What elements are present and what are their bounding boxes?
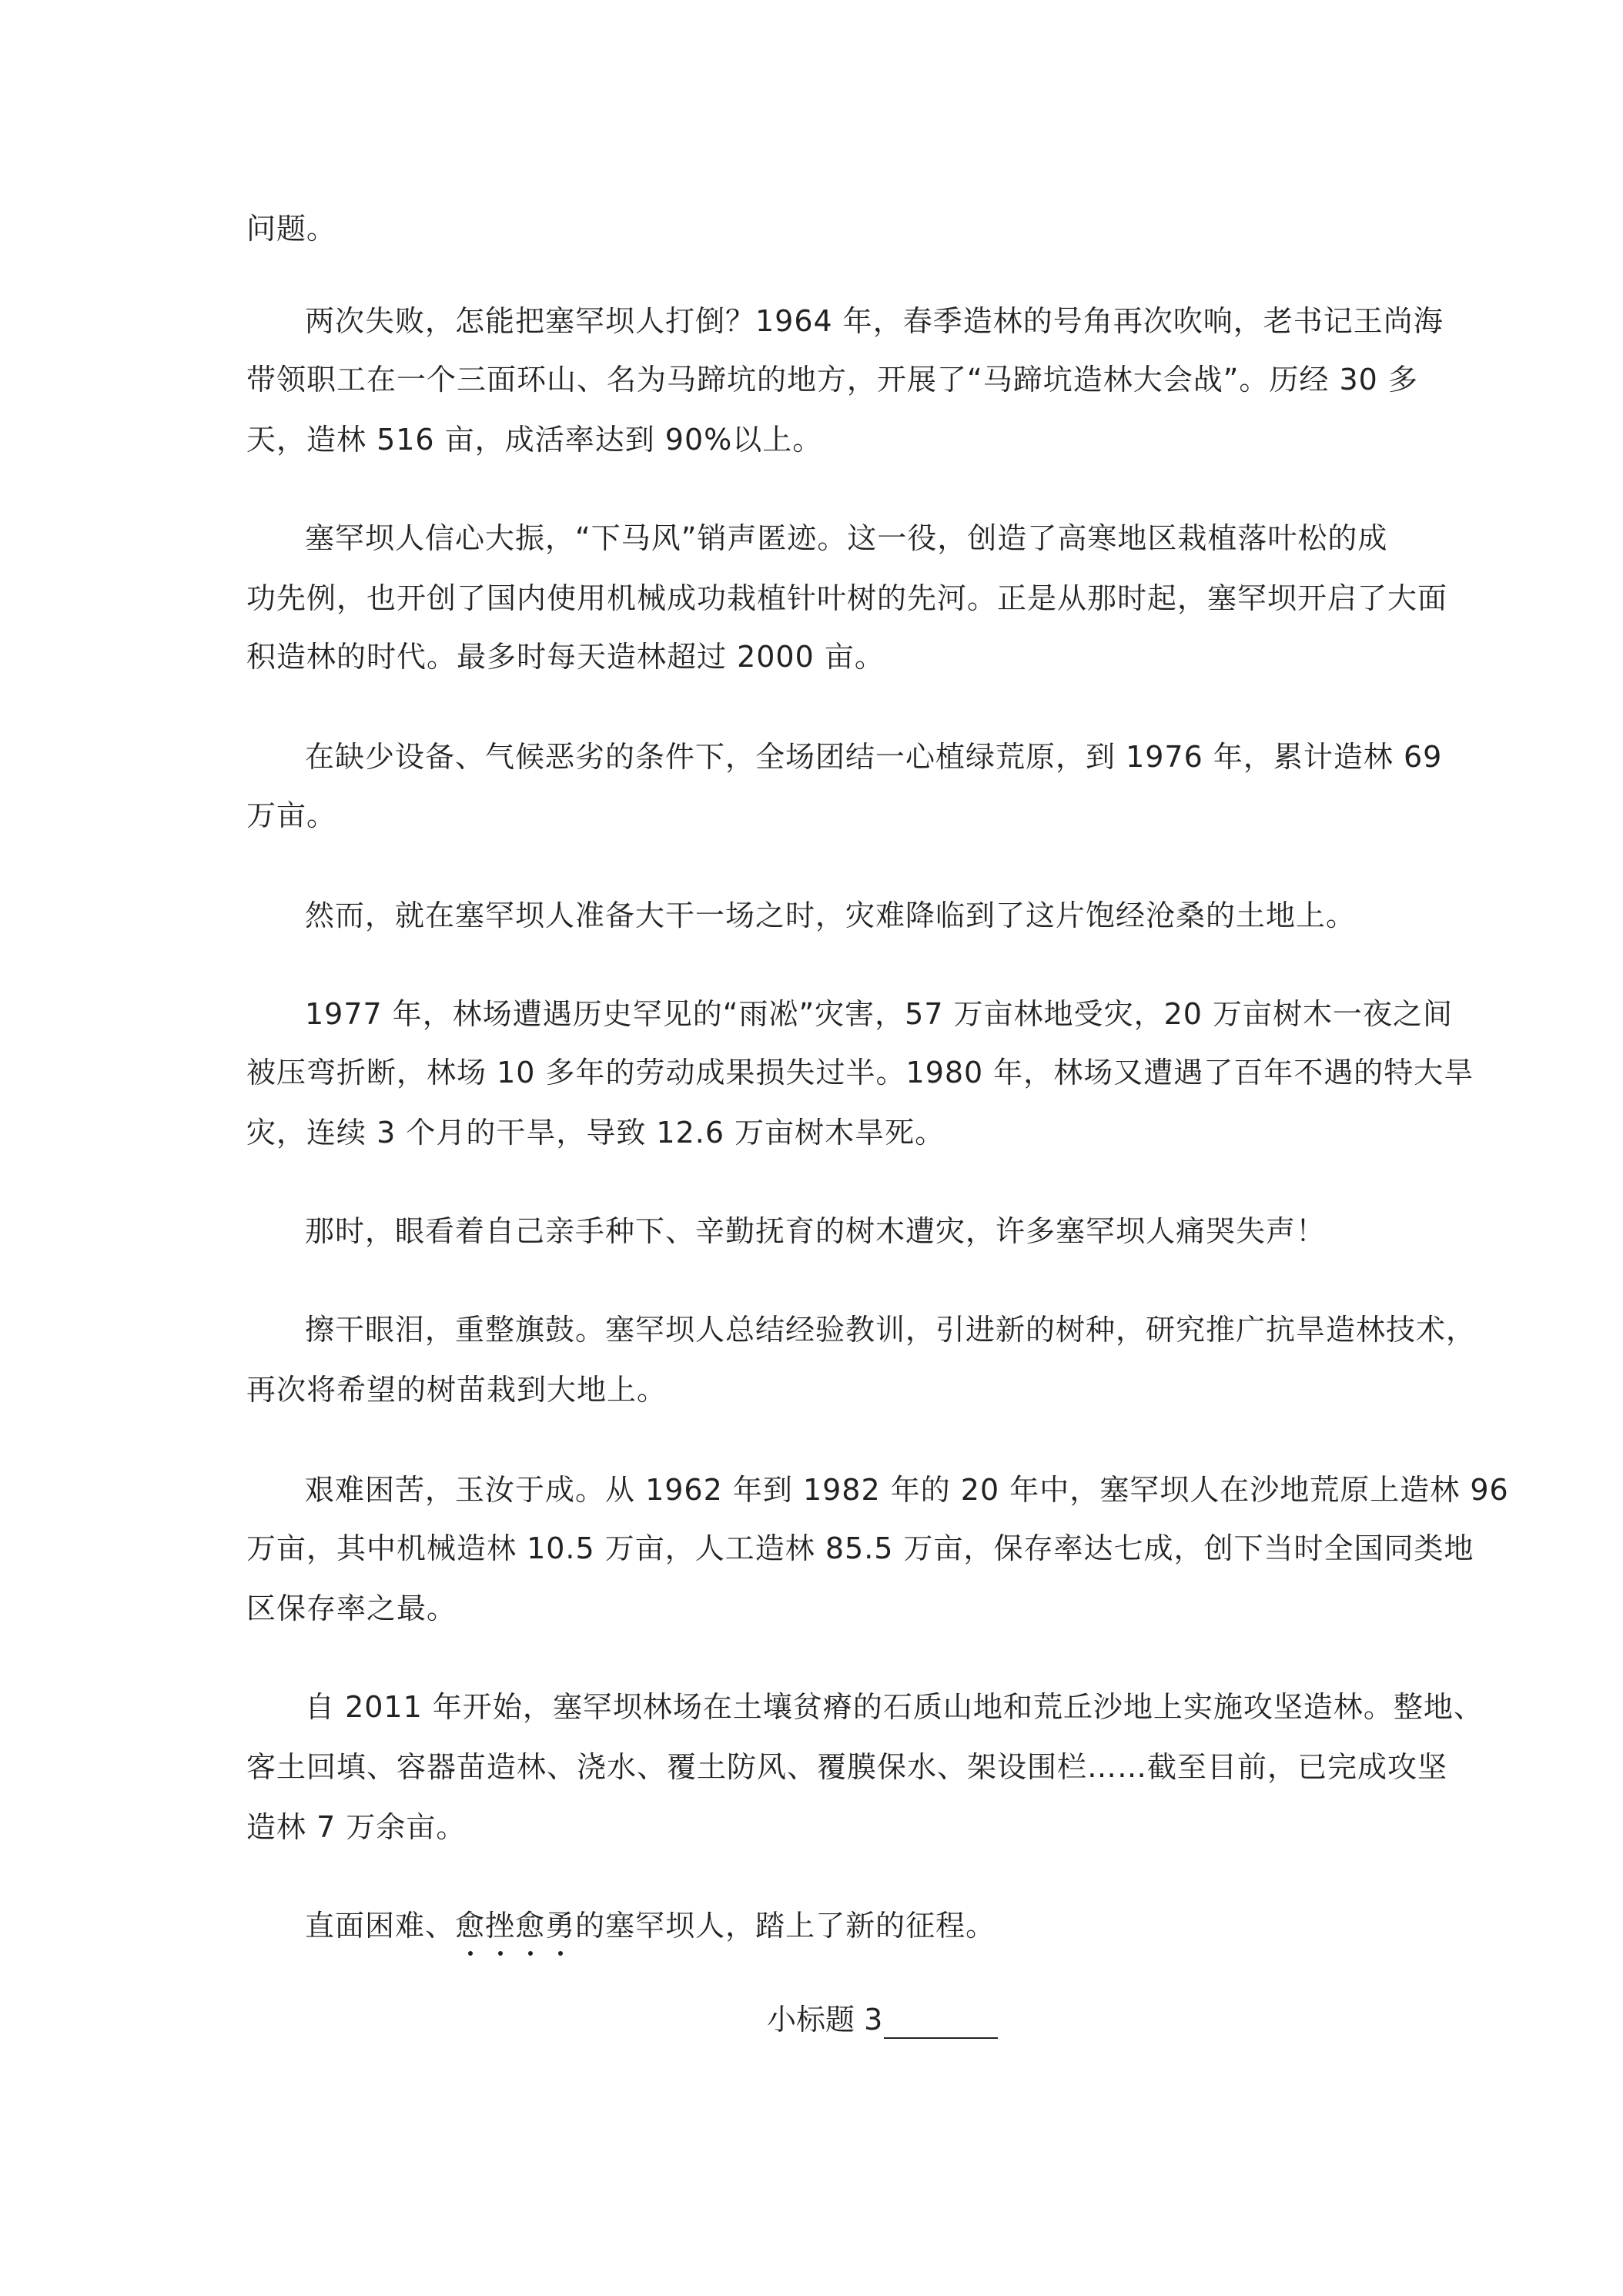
answer-blank[interactable] [884,2010,998,2039]
paragraph-line: 积造林的时代。最多时每天造林超过 2000 亩。 [246,640,885,674]
emphasized-char: 挫 [485,1906,515,1945]
paragraph-line: 带领职工在一个三面环山、名为马蹄坑的地方，开展了“马蹄坑造林大会战”。历经 30 多 [246,363,1418,397]
subtitle-label: 小标题 3 [767,2003,883,2037]
paragraph-line: 万亩，其中机械造林 10.5 万亩，人工造林 85.5 万亩，保存率达七成，创下当时全国同类地 [246,1531,1474,1565]
paragraph-line: 再次将希望的树苗栽到大地上。 [246,1373,668,1407]
text-line: 问题。 [246,212,337,246]
paragraph-line: 两次失败，怎能把塞罕坝人打倒？1964 年，春季造林的号角再次吹响，老书记王尚海 [305,304,1444,338]
emphasized-char: 愈 [455,1906,485,1945]
paragraph-line: 造林 7 万余亩。 [246,1810,467,1844]
paragraph-line: 擦干眼泪，重整旗鼓。塞罕坝人总结经验教训，引进新的树种，研究推广抗旱造林技术， [305,1313,1477,1347]
closing-line [305,1906,996,1945]
paragraph-line: 塞罕坝人信心大振，“下马风”销声匿迹。这一役，创造了高寒地区栽植落叶松的成 [305,521,1388,555]
emphasized-char: 勇 [545,1906,575,1945]
paragraph-line: 艰难困苦，玉汝于成。从 1962 年到 1982 年的 20 年中，塞罕坝人在沙地荒原上造林 96 [305,1473,1509,1507]
paragraph-line: 那时，眼看着自己亲手种下、辛勤抚育的树木遭灾，许多塞罕坝人痛哭失声！ [305,1214,1327,1248]
closing-text-before: 直面困难、 [305,1909,456,1943]
paragraph-line: 然而，就在塞罕坝人准备大干一场之时，灾难降临到了这片饱经沧桑的土地上。 [305,899,1357,932]
paragraph-line: 1977 年，林场遭遇历史罕见的“雨凇”灾害，57 万亩林地受灾，20 万亩树木一夜之间 [305,997,1454,1031]
paragraph-line: 万亩。 [246,798,337,832]
closing-text-after: 的塞罕坝人，踏上了新的征程。 [575,1909,996,1943]
paragraph-line: 被压弯折断，林场 10 多年的劳动成果损失过半。1980 年，林场又遭遇了百年不遇的特大旱 [246,1056,1474,1089]
paragraph-line: 区保存率之最。 [246,1591,457,1625]
paragraph-line: 在缺少设备、气候恶劣的条件下，全场团结一心植绿荒原，到 1976 年，累计造林 69 [305,740,1443,774]
emphasized-char: 愈 [515,1906,545,1945]
paragraph-line: 功先例，也开创了国内使用机械成功栽植针叶树的先河。正是从那时起，塞罕坝开启了大面 [246,581,1448,615]
paragraph-line: 自 2011 年开始，塞罕坝林场在土壤贫瘠的石质山地和荒丘沙地上实施攻坚造林。整地、 [305,1690,1484,1724]
paragraph-line: 天，造林 516 亩，成活率达到 90%以上。 [246,423,823,457]
paragraph-line: 客土回填、容器苗造林、浇水、覆土防风、覆膜保水、架设围栏……截至目前，已完成攻坚 [246,1750,1448,1784]
subtitle-prompt [767,2000,998,2039]
paragraph-line: 灾，连续 3 个月的干旱，导致 12.6 万亩树木旱死。 [246,1116,945,1150]
